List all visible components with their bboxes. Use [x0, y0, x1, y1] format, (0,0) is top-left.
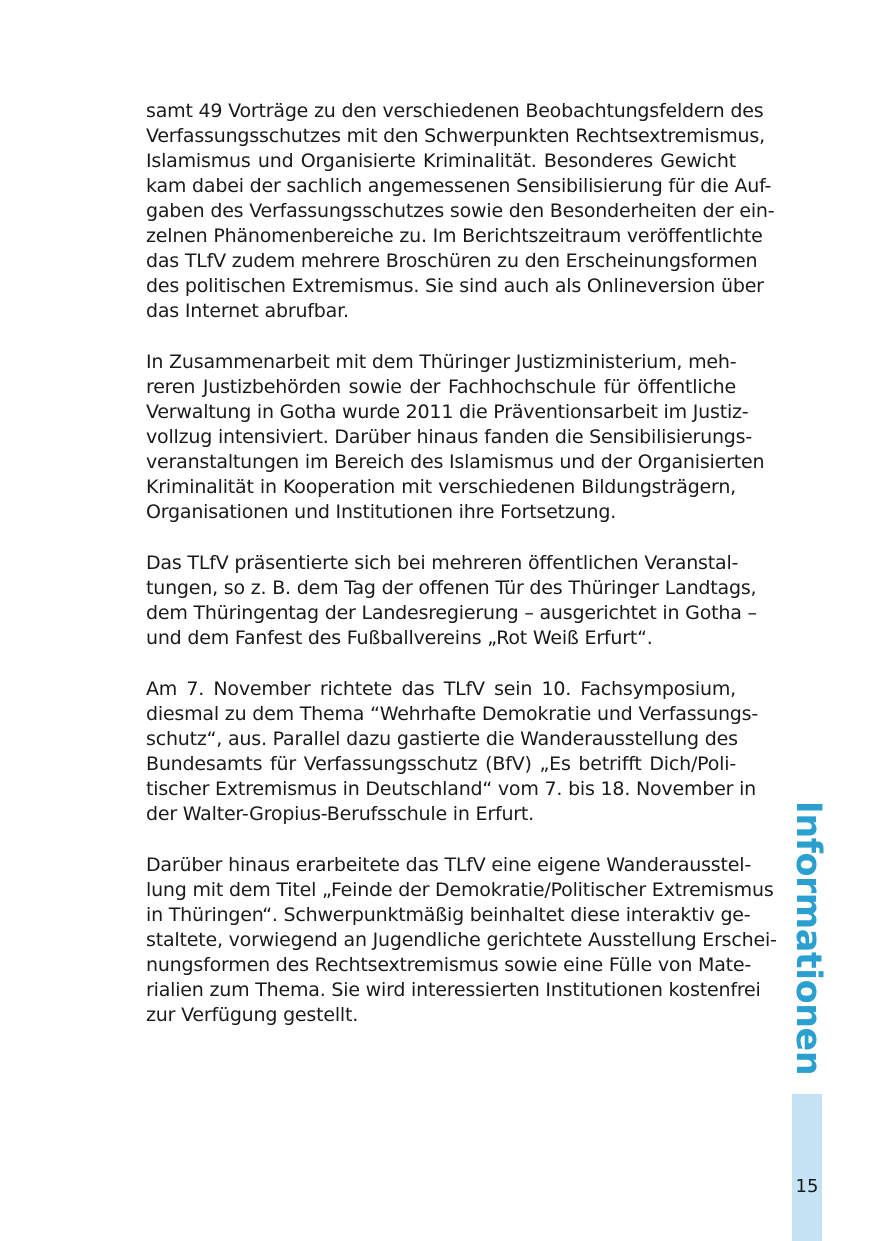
section-side-title — [786, 800, 830, 1076]
text-line: kam dabei der sachlich angemessenen Sensibilisierung für die Auf- — [146, 175, 772, 197]
text-line: dem Thüringentag der Landesregierung – ausgerichtet in Gotha – — [146, 602, 757, 624]
text-line: diesmal zu dem Thema “Wehrhafte Demokratie und Verfassungs- — [146, 703, 759, 725]
text-line: lung mit dem Titel „Feinde der Demokratie/Politischer Extremismus — [146, 879, 774, 901]
text-line: rialien zum Thema. Sie wird interessierten Institutionen kostenfrei — [146, 979, 761, 1001]
section-side-title-text: Informationen — [788, 800, 828, 1076]
paragraph-3 — [146, 551, 757, 651]
text-line: das TLfV zudem mehrere Broschüren zu den Erscheinungsformen — [146, 250, 758, 272]
text-line: Bundesamts für Verfassungsschutz (BfV) „Es betrifft Dich/Poli- — [146, 753, 736, 775]
text-line: Das TLfV präsentierte sich bei mehreren öffentlichen Veranstal- — [146, 552, 739, 574]
text-line: gaben des Verfassungsschutzes sowie den Besonderheiten der ein- — [146, 200, 775, 222]
text-line: In Zusammenarbeit mit dem Thüringer Justizministerium, meh- — [146, 351, 737, 373]
text-line: der Walter-Gropius-Berufsschule in Erfurt. — [146, 803, 534, 825]
text-line: vollzug intensiviert. Darüber hinaus fanden die Sensibilisierungs- — [146, 426, 753, 448]
paragraph-4 — [146, 677, 759, 827]
text-line: Kriminalität in Kooperation mit verschiedenen Bildungsträgern, — [146, 476, 736, 498]
text-line: zur Verfügung gestellt. — [146, 1004, 359, 1026]
text-line: reren Justizbehörden sowie der Fachhochschule für öffentliche — [146, 376, 736, 398]
page-tab — [792, 1094, 822, 1241]
paragraph-1 — [146, 99, 775, 324]
text-line: zelnen Phänomenbereiche zu. Im Berichtszeitraum veröffentlichte — [146, 225, 763, 247]
text-line: tungen, so z. B. dem Tag der offenen Tür des Thüringer Landtags, — [146, 577, 757, 599]
text-line: des politischen Extremismus. Sie sind auch als Onlineversion über — [146, 275, 764, 297]
text-line: staltete, vorwiegend an Jugendliche gerichtete Ausstellung Erschei- — [146, 929, 777, 951]
text-line: Verwaltung in Gotha wurde 2011 die Präventionsarbeit im Justiz- — [146, 401, 749, 423]
text-line: Organisationen und Institutionen ihre Fortsetzung. — [146, 501, 617, 523]
text-line: in Thüringen“. Schwerpunktmäßig beinhaltet diese interaktiv ge- — [146, 904, 751, 926]
text-line: samt 49 Vorträge zu den verschiedenen Beobachtungsfeldern des — [146, 100, 764, 122]
text-line: schutz“, aus. Parallel dazu gastierte die Wanderausstellung des — [146, 728, 738, 750]
text-line: veranstaltungen im Bereich des Islamismus und der Organisierten — [146, 451, 765, 473]
text-line: Am 7. November richtete das TLfV sein 10. Fachsymposium, — [146, 678, 736, 700]
text-line: Islamismus und Organisierte Kriminalität. Besonderes Gewicht — [146, 150, 736, 172]
text-line: tischer Extremismus in Deutschland“ vom 7. bis 18. November in — [146, 778, 756, 800]
text-line: nungsformen des Rechtsextremismus sowie eine Fülle von Mate- — [146, 954, 752, 976]
text-line: das Internet abrufbar. — [146, 300, 349, 322]
page-number: 15 — [795, 1176, 819, 1197]
body-text — [146, 99, 777, 1054]
paragraph-5 — [146, 853, 777, 1028]
paragraph-2 — [146, 350, 765, 525]
text-line: Verfassungsschutzes mit den Schwerpunkten Rechtsextremismus, — [146, 125, 765, 147]
text-line: und dem Fanfest des Fußballvereins „Rot Weiß Erfurt“. — [146, 627, 653, 649]
text-line: Darüber hinaus erarbeitete das TLfV eine eigene Wanderausstel- — [146, 854, 751, 876]
